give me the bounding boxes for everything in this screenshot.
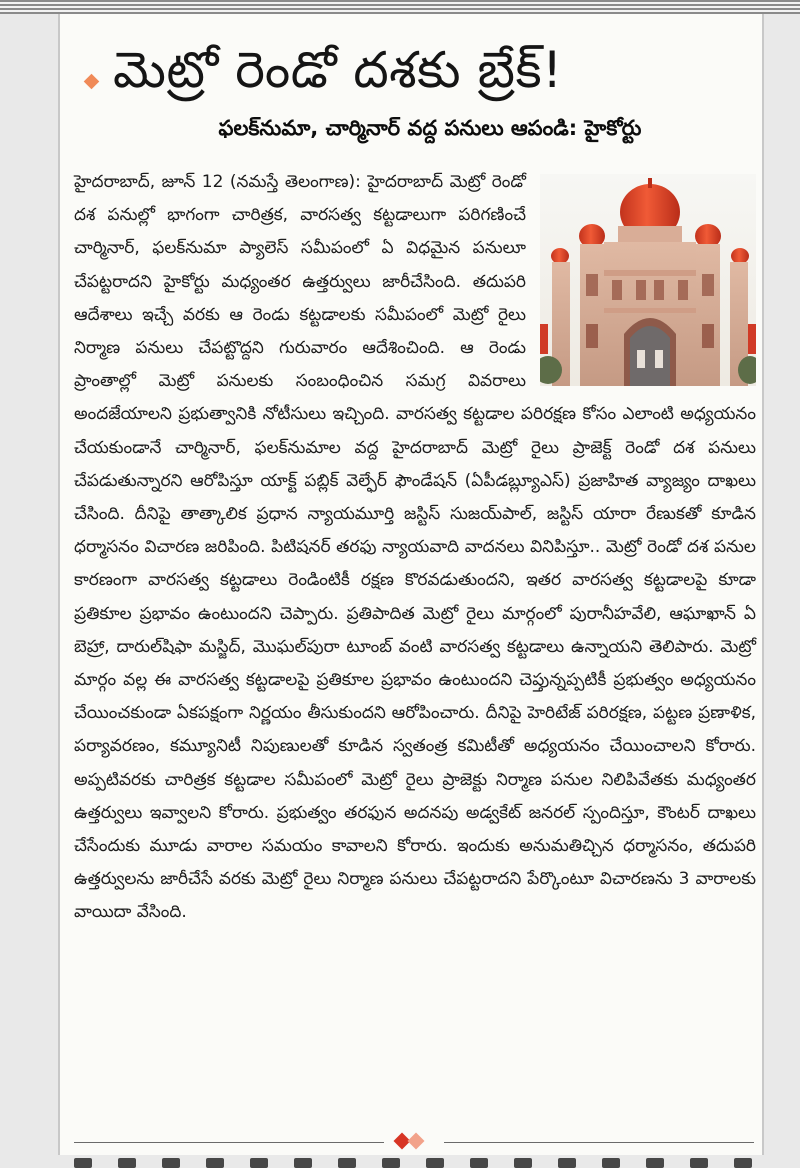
cropped-glyph xyxy=(250,1158,268,1168)
cropped-glyph xyxy=(118,1158,136,1168)
divider-line-left xyxy=(74,1142,384,1143)
divider-line-right xyxy=(444,1142,754,1143)
building-illustration xyxy=(540,174,756,386)
next-article-cropped-strip xyxy=(74,1158,754,1168)
cropped-glyph xyxy=(426,1158,444,1168)
headline: మెట్రో రెండో దశకు బ్రేక్! xyxy=(113,41,563,99)
top-border-rule xyxy=(0,0,800,14)
cropped-glyph xyxy=(206,1158,224,1168)
cropped-glyph xyxy=(514,1158,532,1168)
ornament-diamond-light-icon xyxy=(408,1133,425,1150)
cropped-glyph xyxy=(646,1158,664,1168)
cropped-glyph xyxy=(690,1158,708,1168)
high-court-building-photo xyxy=(540,174,756,386)
cropped-glyph xyxy=(338,1158,356,1168)
cropped-glyph xyxy=(734,1158,752,1168)
cropped-glyph xyxy=(74,1158,92,1168)
cropped-glyph xyxy=(470,1158,488,1168)
subheadline: ఫలక్‌నుమా, చార్మినార్ వద్ద పనులు ఆపండి: హైకోర్టు xyxy=(218,116,642,140)
newspaper-clipping xyxy=(58,14,764,1155)
cropped-glyph xyxy=(602,1158,620,1168)
cropped-glyph xyxy=(162,1158,180,1168)
cropped-glyph xyxy=(382,1158,400,1168)
cropped-glyph xyxy=(558,1158,576,1168)
cropped-glyph xyxy=(294,1158,312,1168)
article-body-text: హైదరాబాద్, జూన్ 12 (నమస్తే తెలంగాణ): హైదరాబాద్ మెట్రో రెండో దశ పనుల్లో భాగంగా చారిత్రక, వారసత్వ కట్టడాలుగా పరిగణించే చార్మినార్, ఫలక్‌నుమా ప్యాలెస్ సమీపంలో ఏ విధమైన పనులూ చేపట్టరాదని హైకోర్టు మధ్యంతర ఉత్తర్వులు జారీచేసింది. తదుపరి ఆదేశాలు ఇచ్చే వరకు ఆ రెండు కట్టడాలకు సమీపంలో మెట్రో రైలు నిర్మాణ పనులు చేపట్టొద్దని గురువారం ఆదేశించింది. ఆ రెండు ప్రాంతాల్లో మెట్రో పనులకు సంబంధించిన సమగ్ర వివరాలు అందజేయాలని ప్రభుత్వానికి నోటీసులు ఇచ్చింది. వారసత్వ కట్టడాల పరిరక్షణ కోసం ఎలాంటి అధ్యయనం చేయకుండానే చార్మినార్, ఫలక్‌నుమాల వద్ద హైదరాబాద్ మెట్రో రైలు ప్రాజెక్ట్ రెండో దశ పనులు చేపడుతున్నారని ఆరోపిస్తూ యాక్ట్ పబ్లిక్ వెల్ఫేర్ ఫౌండేషన్ (ఏపీడబ్ల్యూఎస్) ప్రజాహిత వ్యాజ్యం దాఖలు చేసింది. దీనిపై తాత్కాలిక ప్రధాన న్యాయమూర్తి జస్టిస్ సుజయ్‌పాల్, జస్టిస్ యారా రేణుకతో కూడిన ధర్మాసనం విచారణ జరిపింది. పిటిషనర్ తరఫు న్యాయవాది వాదనలు వినిపిస్తూ.. మెట్రో రెండో దశ పనుల కారణంగా వారసత్వ కట్టడాలు రెండింటికీ రక్షణ కొరవడుతుందని, ఇతర వారసత్వ కట్టడాలపై కూడా ప్రతికూల ప్రభావం ఉంటుందని చెప్పారు. ప్రతిపాదిత మెట్రో రైలు మార్గంలో పురానీహవేలి, ఆఘాఖాన్ ఏ బెహ్రా, దారుల్‌షిఫా మస్జిద్, మొఘల్‌పురా టూంబ్ వంటి వారసత్వ కట్టడాలు ఉన్నాయని తెలిపారు. మెట్రో మార్గం వల్ల ఈ వారసత్వ కట్టడాలపై ప్రతికూల ప్రభావం ఉంటుందని చెప్తున్నప్పటికీ ప్రభుత్వం అధ్యయనం చేయించకుండా ఏకపక్షంగా నిర్ణయం తీసుకుందని ఆరోపించారు. దీనిపై హెరిటేజ్ పరిరక్షణ, పట్టణ ప్రణాళిక, పర్యావరణం, కమ్యూనిటీ నిపుణులతో కూడిన స్వతంత్ర కమిటీతో అధ్యయనం చేయించాలని కోరారు. అప్పటివరకు చారిత్రక కట్టడాల సమీపంలో మెట్రో రైలు ప్రాజెక్టు నిర్మాణ పనుల నిలిపివేతకు మధ్యంతర ఉత్తర్వులు ఇవ్వాలని కోరారు. ప్రభుత్వం తరఫున అదనపు అడ్వకేట్ జనరల్ స్పందిస్తూ, కౌంటర్ దాఖలు చేసేందుకు మూడు వారాల సమయం కావాలని కోరారు. ఇందుకు అనుమతిచ్చిన ధర్మాసనం, తదుపరి ఉత్తర్వులను జారీచేసే వరకు మెట్రో రైలు నిర్మాణ పనులు చేపట్టరాదని పేర్కొంటూ విచారణను 3 వారాలకు వాయిదా వేసింది. xyxy=(74,172,756,923)
section-divider xyxy=(74,1132,754,1152)
bullet-diamond-icon xyxy=(84,73,100,89)
headline-row xyxy=(78,28,758,112)
article-body-column xyxy=(74,166,756,923)
